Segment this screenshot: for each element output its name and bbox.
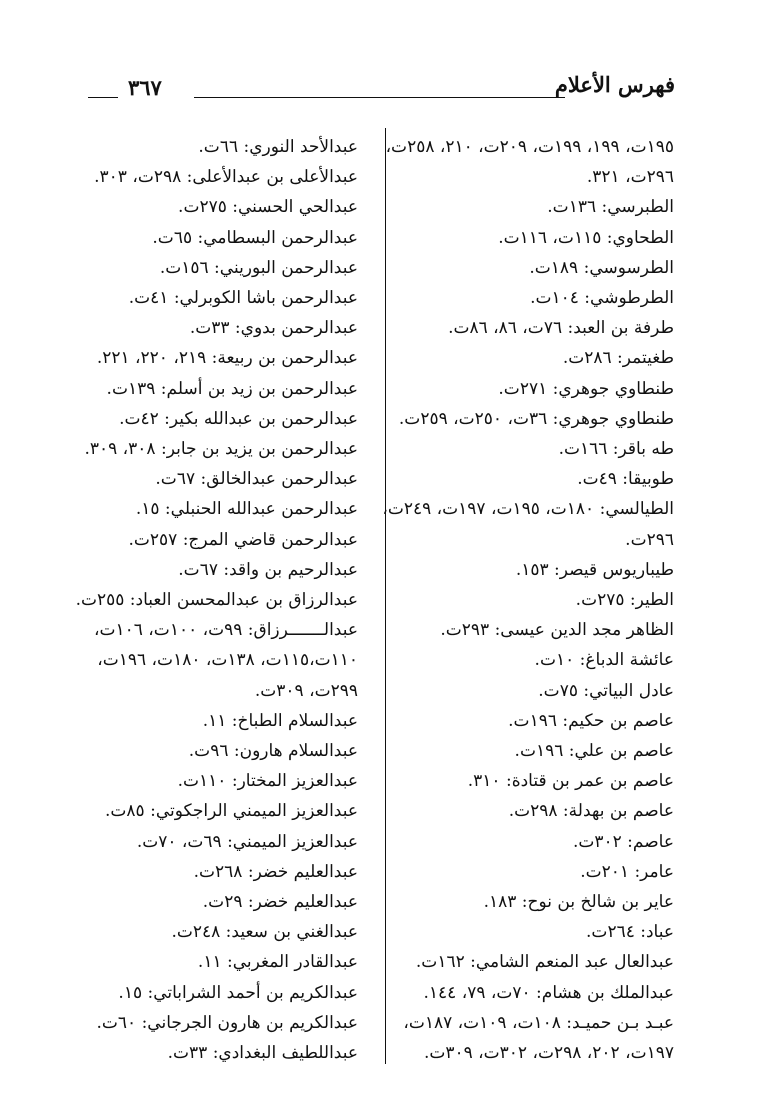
index-entry: عاير بن شالخ بن نوح: ١٨٣.: [483, 892, 674, 913]
running-title: فهرس الأعلام: [554, 72, 675, 97]
index-entry: عائشة الدباغ: ١٠ت.: [534, 650, 674, 671]
index-entry: عاصم بن علي: ١٩٦ت.: [514, 741, 674, 762]
page-number: ٣٦٧: [128, 75, 162, 100]
index-entry: طه باقر: ١٦٦ت.: [558, 439, 674, 460]
index-entry: عبدالسلام الطباخ: ١١.: [202, 710, 358, 731]
index-entry: عبدالرحمن بدوي: ٣٣ت.: [189, 318, 358, 339]
index-column-left: [58, 132, 358, 1068]
index-entry: عبدالرحمن باشا الكوبرلي: ٤١ت.: [128, 288, 358, 309]
index-entry: عبدالرحيم بن واقد: ٦٧ت.: [178, 559, 358, 580]
index-entry: عبدالكريم بن هارون الجرجاني: ٦٠ت.: [96, 1012, 358, 1033]
index-entry: طنطاوي جوهري: ٣٦ت، ٢٥٠ت، ٢٥٩ت.: [398, 408, 674, 429]
index-entry: طرفة بن العبد: ٧٦ت، ٨٦، ٨٦ت.: [448, 318, 674, 339]
index-entry: عبدالعزيز المختار: ١١٠ت.: [177, 771, 358, 792]
index-entry: عبـد بـن حميـد: ١٠٨ت، ١٠٩ت، ١٨٧ت، ١٩٧ت، ٢٠٢، ٢٩٨ت، ٣٠٢ت، ٣٠٩ت.: [403, 1012, 674, 1064]
index-entry: الطير: ٢٧٥ت.: [575, 590, 674, 611]
index-entry: عامر: ٢٠١ت.: [580, 861, 674, 882]
index-entry: طيباريوس قيصر: ١٥٣.: [515, 559, 674, 580]
index-entry: عبدالرحمن بن يزيد بن جابر: ٣٠٨، ٣٠٩.: [84, 439, 358, 460]
index-entry: عبدالقادر المغربي: ١١.: [197, 952, 358, 973]
index-entry: عبدالأحد النوري: ٦٦ت.: [198, 137, 358, 157]
index-entry: عبداللطيف البغدادي: ٣٣ت.: [167, 1043, 358, 1064]
index-entry: عبدالرحمن بن زيد بن أسلم: ١٣٩ت.: [106, 378, 358, 399]
index-column-right: [352, 132, 674, 1068]
index-entry: عاصم: ٣٠٢ت.: [572, 831, 674, 852]
index-entry: عبدالرحمن البوريني: ١٥٦ت.: [159, 257, 358, 278]
index-entry: عبدالعليم خضر: ٢٩ت.: [202, 892, 358, 913]
index-entry: عباد: ٢٦٤ت.: [586, 922, 674, 943]
index-entry: الطرسوسي: ١٨٩ت.: [529, 257, 674, 278]
index-entry: عبدالسلام هارون: ٩٦ت.: [188, 741, 358, 762]
index-entry: عبدالرحمن بن عبدالله بكير: ٤٢ت.: [119, 408, 358, 429]
index-entry: عاصم بن عمر بن قتادة: ٣١٠.: [467, 771, 674, 792]
index-entry: عبدالرحمن بن ربيعة: ٢١٩، ٢٢٠، ٢٢١.: [96, 348, 358, 369]
index-entry: عبدالرحمن قاضي المرج: ٢٥٧ت.: [128, 529, 358, 550]
index-entry: الظاهر مجد الدين عيسى: ٢٩٣ت.: [440, 620, 674, 641]
index-entry: عبدالغني بن سعيد: ٢٤٨ت.: [171, 922, 358, 943]
index-entry: عادل البياتي: ٧٥ت.: [538, 680, 674, 701]
index-entry: طوبيقا: ٤٩ت.: [577, 469, 674, 490]
index-entry: عبدالعزيز الميمني الراجكوتي: ٨٥ت.: [105, 801, 358, 822]
page-header: [88, 72, 675, 108]
index-entry: عبدالرزاق بن عبدالمحسن العباد: ٢٥٥ت.: [75, 590, 358, 611]
index-entry: الطرطوشي: ١٠٤ت.: [530, 288, 674, 309]
index-entry: عبدالعزيز الميمني: ٦٩ت، ٧٠ت.: [136, 831, 358, 852]
index-entry: عبدالعليم خضر: ٢٦٨ت.: [193, 861, 358, 882]
index-entry: عبدالرحمن عبدالله الحنبلي: ١٥.: [135, 499, 358, 520]
index-entry: عبدالكريم بن أحمد الشراباتي: ١٥.: [118, 982, 358, 1003]
index-entry: عاصم بن حكيم: ١٩٦ت.: [508, 710, 674, 731]
index-entry: عبدالرحمن عبدالخالق: ٦٧ت.: [155, 469, 358, 490]
index-entry: عبدالأعلى بن عبدالأعلى: ٢٩٨ت، ٣٠٣.: [94, 167, 358, 188]
index-entry: عاصم بن بهدلة: ٢٩٨ت.: [508, 801, 674, 822]
index-entry: الطبرسي: ١٣٦ت.: [547, 197, 674, 218]
index-entry: طغيتمر: ٢٨٦ت.: [562, 348, 674, 369]
index-entry: ١٩٥ت، ١٩٩، ١٩٩ت، ٢٠٩ت، ٢١٠، ٢٥٨ت، ٢٩٦ت، ٣٢١.: [385, 137, 674, 188]
index-entry: عبدالملك بن هشام: ٧٠ت، ٧٩، ١٤٤.: [423, 982, 674, 1003]
index-entry: عبدالحي الحسني: ٢٧٥ت.: [178, 197, 358, 218]
index-entry: عبدالرحمن البسطامي: ٦٥ت.: [152, 227, 358, 248]
index-entry: طنطاوي جوهري: ٢٧١ت.: [498, 378, 674, 399]
index-entry: الطيالسي: ١٨٠ت، ١٩٥ت، ١٩٧ت، ٢٤٩ت، ٢٩٦ت.: [382, 499, 674, 550]
index-entry: عبدالعال عبد المنعم الشامي: ١٦٢ت.: [415, 952, 674, 973]
index-entry: عبدالـــــــرزاق: ٩٩ت، ١٠٠ت، ١٠٦ت، ١١٠ت،١١٥ت، ١٣٨ت، ١٨٠ت، ١٩٦ت، ٢٩٩ت، ٣٠٩ت.: [94, 620, 358, 701]
index-entry: الطحاوي: ١١٥ت، ١١٦ت.: [498, 227, 674, 248]
